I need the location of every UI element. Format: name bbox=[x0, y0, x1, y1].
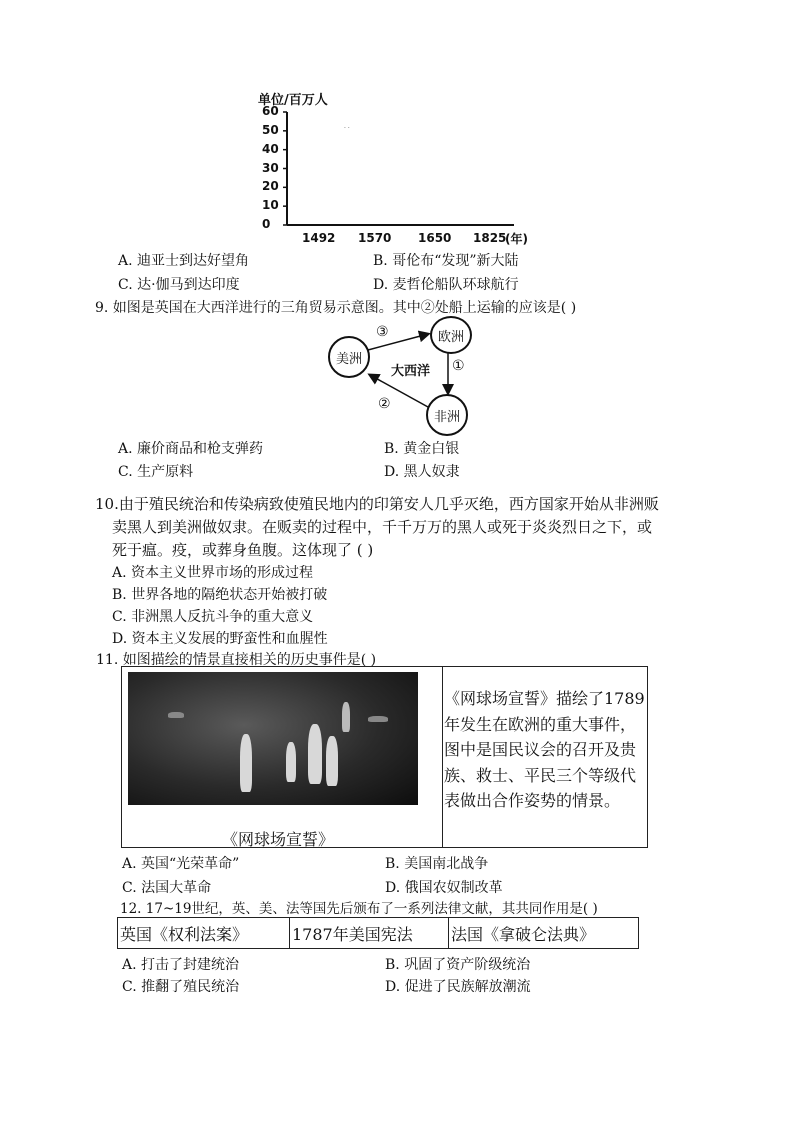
x-tick-label: 1492 bbox=[302, 231, 336, 245]
q12-option-a[interactable]: A. 打击了封建统治 bbox=[122, 957, 240, 973]
y-tick-label: 10 bbox=[262, 198, 279, 213]
y-tick-label: 40 bbox=[262, 141, 279, 156]
q10-option-a[interactable]: A. 资本主义世界市场的形成过程 bbox=[112, 565, 314, 581]
y-tick-label: 20 bbox=[262, 179, 279, 194]
q8-option-d[interactable]: D. 麦哲伦船队环球航行 bbox=[373, 277, 519, 293]
law-documents-table bbox=[117, 917, 639, 949]
q11-option-c[interactable]: C. 法国大革命 bbox=[122, 880, 212, 896]
q9-option-d[interactable]: D. 黑人奴隶 bbox=[384, 464, 460, 480]
x-tick-label: 1650 bbox=[418, 231, 452, 245]
node-europe: 欧洲 bbox=[430, 316, 472, 354]
q12-option-c[interactable]: C. 推翻了殖民统治 bbox=[122, 979, 240, 995]
y-tick-label: 30 bbox=[262, 160, 279, 175]
q10-option-d[interactable]: D. 资本主义发展的野蛮性和血腥性 bbox=[112, 631, 328, 647]
y-tick-label: 50 bbox=[262, 122, 279, 137]
q9-option-a[interactable]: A. 廉价商品和枪支弹药 bbox=[118, 441, 264, 457]
q10-option-c[interactable]: C. 非洲黑人反抗斗争的重大意义 bbox=[112, 609, 314, 625]
chart-speck: · · bbox=[344, 125, 350, 132]
q8-option-a[interactable]: A. 迪亚士到达好望角 bbox=[118, 253, 250, 269]
q11-option-d[interactable]: D. 俄国农奴制改革 bbox=[385, 880, 503, 896]
q10-stem-line3: 死于瘟。疫，或葬身鱼腹。这体现了 ( ) bbox=[112, 541, 374, 559]
q12-option-d[interactable]: D. 促进了民族解放潮流 bbox=[385, 979, 531, 995]
law-cell-fr: 法国《拿破仑法典》 bbox=[449, 918, 639, 949]
y-tick-label: 0 bbox=[262, 217, 271, 231]
q9-stem: 9. 如图是英国在大西洋进行的三角贸易示意图。其中②处船上运输的应该是( ) bbox=[95, 300, 577, 316]
law-cell-us: 1787年美国宪法 bbox=[290, 918, 449, 949]
q8-option-b[interactable]: B. 哥伦布“发现”新大陆 bbox=[373, 253, 519, 269]
q11-stem: 11. 如图描绘的情景直接相关的历史事件是( ) bbox=[96, 652, 377, 668]
route-1-label: ① bbox=[452, 358, 465, 374]
q12-stem: 12. 17~19世纪，英、美、法等国先后颁布了一系列法律文献，其共同作用是( ) bbox=[120, 901, 598, 917]
route-2-label: ② bbox=[378, 396, 391, 412]
q8-option-c[interactable]: C. 达·伽马到达印度 bbox=[118, 277, 240, 293]
law-cell-uk: 英国《权利法案》 bbox=[118, 918, 290, 949]
ocean-label: 大西洋 bbox=[391, 364, 431, 379]
tennis-court-oath-painting bbox=[128, 672, 418, 805]
chart-unit-label: 单位/百万人 bbox=[258, 93, 328, 108]
q12-option-b[interactable]: B. 巩固了资产阶级统治 bbox=[385, 957, 531, 973]
x-tick-label: 1570 bbox=[358, 231, 392, 245]
q11-description: 《网球场宣誓》描绘了1789年发生在欧洲的重大事件，图中是国民议会的召开及贵族、救士、平民三个等级代表做出合作姿势的情景。 bbox=[444, 689, 645, 810]
x-axis-unit: (年) bbox=[505, 232, 528, 246]
q11-option-a[interactable]: A. 英国“光荣革命” bbox=[122, 856, 240, 872]
chart-axes bbox=[258, 108, 528, 250]
x-tick-label: 1825 bbox=[473, 231, 507, 245]
q9-option-c[interactable]: C. 生产原料 bbox=[118, 464, 194, 480]
y-tick-label: 60 bbox=[262, 104, 279, 118]
node-america: 美洲 bbox=[328, 336, 370, 378]
painting-caption: 《网球场宣誓》 bbox=[222, 830, 335, 849]
q10-option-b[interactable]: B. 世界各地的隔绝状态开始被打破 bbox=[112, 587, 328, 603]
q9-option-b[interactable]: B. 黄金白银 bbox=[384, 441, 460, 457]
node-africa: 非洲 bbox=[426, 394, 468, 436]
q10-stem-line2: 卖黑人到美洲做奴隶。在贩卖的过程中，千千万万的黑人或死于炎炎烈日之下，或 bbox=[112, 518, 653, 536]
route-3-label: ③ bbox=[376, 324, 389, 340]
q10-stem-line1: 10.由于殖民统治和传染病致使殖民地内的印第安人几乎灭绝，西方国家开始从非洲贩 bbox=[95, 495, 659, 513]
q11-option-b[interactable]: B. 美国南北战争 bbox=[385, 856, 489, 872]
